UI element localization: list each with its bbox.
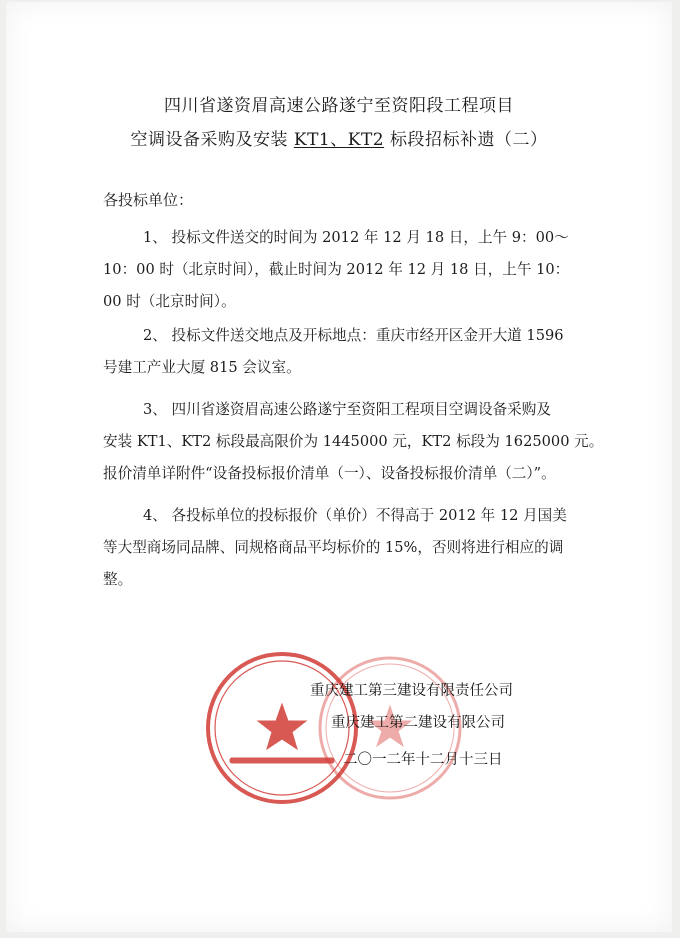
document-title-line1: 四川省遂资眉高速公路遂宁至资阳段工程项目	[164, 96, 514, 116]
paragraph-2	[103, 320, 613, 384]
paragraph-line: 10：00 时（北京时间），截止时间为 2012 年 12 月 18 日，上午 10：	[103, 261, 570, 278]
paragraph-line: 号建工产业大厦 815 会议室。	[103, 359, 301, 376]
title-line2-suffix: 标段招标补遗（二）	[384, 130, 548, 150]
document-page	[6, 2, 672, 932]
paragraph-line: 等大型商场同品牌、同规格商品平均标价的 15%，否则将进行相应的调	[103, 539, 564, 556]
title-line2-prefix: 空调设备采购及安装	[130, 130, 294, 150]
signatory-company-1: 重庆建工第三建设有限责任公司	[310, 683, 513, 699]
paragraph-line: 报价清单详附件“设备投标报价清单（一）、设备投标报价清单（二）”。	[103, 465, 556, 482]
salutation: 各投标单位：	[103, 191, 194, 209]
paragraph-line: 4、 各投标单位的投标报价（单价）不得高于 2012 年 12 月国美	[143, 507, 567, 524]
paragraph-4	[103, 500, 613, 596]
document-date: 二〇一二年十二月十三日	[343, 752, 503, 768]
paragraph-3	[103, 394, 613, 490]
paragraph-line: 3、 四川省遂资眉高速公路遂宁至资阳工程项目空调设备采购及	[143, 401, 551, 418]
paragraph-line: 00 时（北京时间）。	[103, 293, 236, 310]
document-title-line2	[6, 125, 672, 150]
paragraph-line: 1、 投标文件送交的时间为 2012 年 12 月 18 日，上午 9：00～	[143, 229, 569, 246]
title-line2-sections: KT1、KT2	[293, 130, 385, 150]
paragraph-line: 整。	[103, 571, 133, 588]
paragraph-line: 安装 KT1、KT2 标段最高限价为 1445000 元，KT2 标段为 1625000 元。	[103, 433, 604, 450]
paragraph-1	[103, 222, 613, 318]
paragraph-line: 2、 投标文件送交地点及开标地点：重庆市经开区金开大道 1596	[143, 327, 564, 344]
signatory-company-2: 重庆建工第二建设有限公司	[331, 715, 505, 731]
